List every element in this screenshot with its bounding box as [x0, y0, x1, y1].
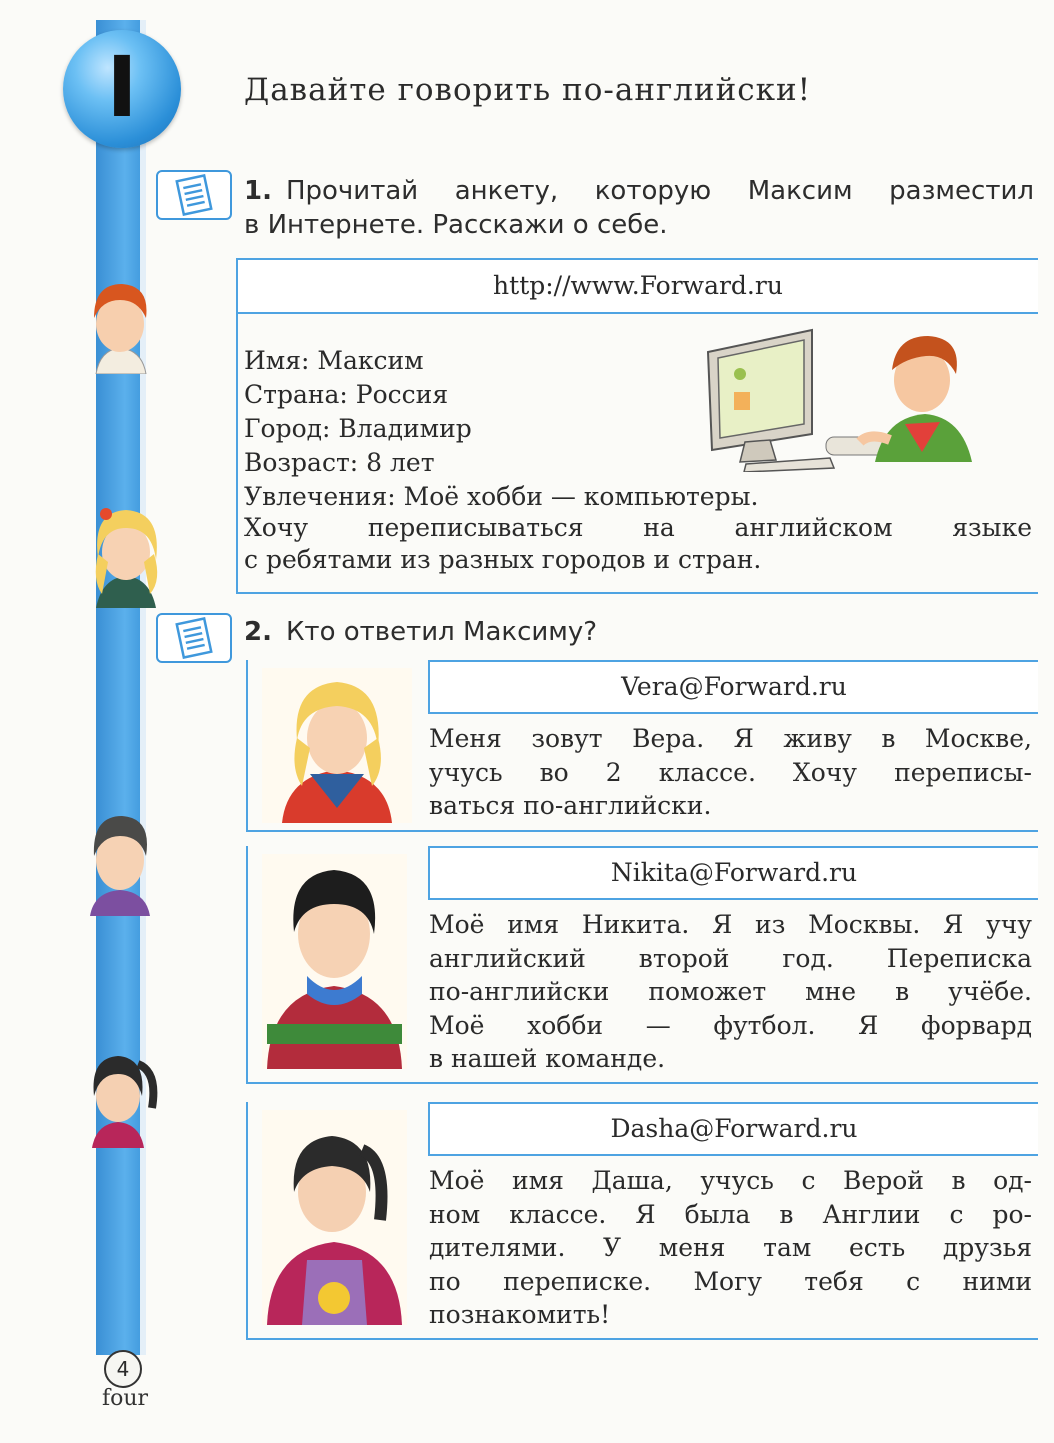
unit-badge — [63, 30, 181, 148]
task-1-line-1: Прочитай анкету, которую Максим разместил — [285, 176, 1034, 206]
letter-email-nikita: Nikita@Forward.ru — [610, 858, 858, 887]
reading-task-icon — [156, 170, 232, 220]
profile-url-bar — [236, 258, 1038, 314]
task-1-instruction — [244, 174, 1034, 242]
letter-dasha-line-2: ном классе. Я была в Англии с ро- — [429, 1199, 1032, 1229]
unit-numeral: I — [106, 38, 138, 136]
letter-dasha-line-1: Моё имя Даша, учусь с Верой в од- — [429, 1166, 1032, 1195]
spine-edge — [140, 20, 146, 1355]
spine-face-boy-darkhair — [82, 808, 158, 916]
task-2-number: 2. — [244, 617, 272, 647]
task-1-number: 1. — [244, 176, 272, 206]
letter-text-dasha — [429, 1164, 1032, 1332]
spine-face-girl-blonde — [84, 498, 168, 608]
profile-name: Имя: Максим — [244, 346, 424, 375]
letter-nikita-line-5: в нашей команде. — [429, 1044, 666, 1073]
profile-age: Возраст: 8 лет — [244, 448, 435, 477]
letter-nikita-line-3: по-английски поможет мне в учёбе. — [429, 977, 1032, 1006]
photo-vera — [262, 668, 412, 823]
page-number-word: four — [102, 1386, 149, 1411]
profile-wish — [244, 512, 1032, 576]
letter-nikita-line-4: Моё хобби — футбол. Я форвард — [429, 1010, 1032, 1040]
letter-dasha-line-5: познакомить! — [429, 1300, 611, 1329]
letter-email-bar-vera — [428, 660, 1038, 714]
boy-at-computer-illustration — [700, 322, 990, 472]
letter-email-vera: Vera@Forward.ru — [621, 672, 847, 701]
profile-country: Страна: Россия — [244, 380, 449, 409]
spine-face-boy-redhead — [82, 278, 158, 374]
letter-vera-line-2: учусь во 2 классе. Хочу переписы- — [429, 757, 1032, 787]
letter-dasha-line-4: по переписке. Могу тебя с ними — [429, 1266, 1032, 1296]
reading-task-icon-2 — [156, 613, 232, 663]
profile-wish-line-1: Хочу переписываться на английском языке — [244, 513, 1032, 542]
profile-hobby: Увлечения: Моё хобби — компьютеры. — [244, 482, 759, 511]
letter-dasha-line-3: дителями. У меня там есть друзья — [429, 1233, 1032, 1262]
profile-wish-line-2: с ребятами из разных городов и стран. — [244, 545, 762, 574]
letter-vera-line-1: Меня зовут Вера. Я живу в Москве, — [429, 724, 1032, 753]
letter-nikita-line-2: английский второй год. Переписка — [429, 943, 1032, 973]
task-2-question: Кто ответил Максиму? — [285, 617, 598, 647]
task-1-line-2: в Интернете. Расскажи о себе. — [244, 210, 668, 240]
letter-vera-line-3: ваться по-английски. — [429, 791, 712, 820]
page-number: 4 — [104, 1350, 142, 1388]
page-spine — [96, 20, 144, 1355]
spine-face-girl-pigtail — [76, 1044, 162, 1148]
task-2-instruction — [244, 615, 597, 649]
photo-dasha — [262, 1110, 407, 1325]
letter-email-bar-nikita — [428, 846, 1038, 900]
letter-nikita-line-1: Моё имя Никита. Я из Москвы. Я учу — [429, 910, 1032, 939]
lesson-title: Давайте говорить по-английски! — [244, 72, 812, 108]
letter-text-nikita — [429, 908, 1032, 1076]
profile-url: http://www.Forward.ru — [493, 271, 783, 300]
letter-text-vera — [429, 722, 1032, 823]
profile-city: Город: Владимир — [244, 414, 472, 443]
photo-nikita — [262, 854, 407, 1069]
letter-email-bar-dasha — [428, 1102, 1038, 1156]
letter-email-dasha: Dasha@Forward.ru — [610, 1114, 858, 1143]
